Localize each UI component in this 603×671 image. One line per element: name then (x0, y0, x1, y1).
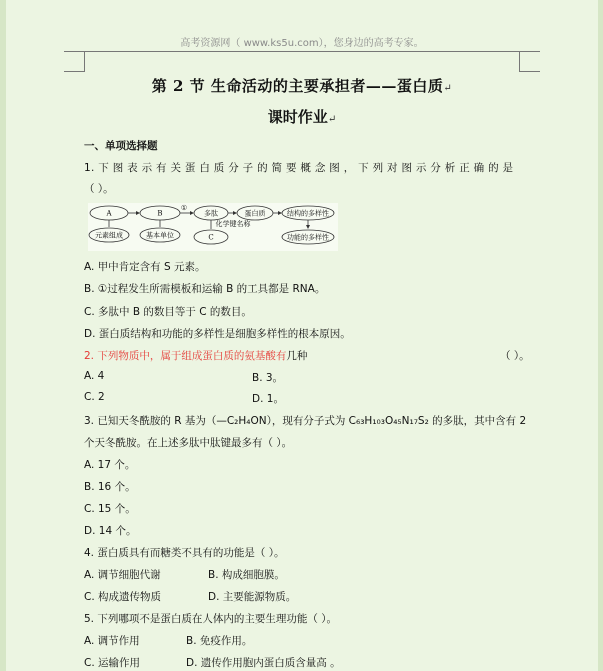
q1-stem-line2: （ ）。 (84, 183, 114, 195)
q4-stem: 4. 蛋白质具有而糖类不具有的功能是（ ）。 (84, 547, 285, 559)
q4-option-a: A. 调节细胞代谢 (84, 569, 161, 581)
node-a-label: A (106, 209, 112, 218)
q1-option-b: B. ①过程发生所需模板和运输 B 的工具都是 RNA。 (84, 283, 326, 295)
page-title (6, 75, 598, 96)
q5-option-a: A. 调节作用 (84, 635, 140, 647)
q1-stem-line1: 1. 下 图 表 示 有 关 蛋 白 质 分 子 的 简 要 概 念 图 ， 下 列 对 图 示 分 析 正 确 的 是 (84, 162, 514, 174)
q3-option-b: B. 16 个。 (84, 481, 136, 493)
paragraph-mark: ↵ (443, 83, 453, 94)
q2-stem-prefix: 2. 下列物质中， (84, 350, 161, 362)
node-structure-label: 结构的多样性 (287, 209, 329, 218)
q5-option-c: C. 运输作用 (84, 657, 141, 669)
q3-option-c: C. 15 个。 (84, 503, 136, 515)
q4-option-c: C. 构成遗传物质 (84, 591, 162, 603)
q5-stem: 5. 下列哪项不是蛋白质在人体内的主要生理功能（ ）。 (84, 613, 337, 625)
node-peptide-label: 多肽 (204, 209, 218, 218)
q2-option-d: D. 1。 (252, 393, 284, 405)
q1-option-d: D. 蛋白质结构和功能的多样性是细胞多样性的根本原因。 (84, 328, 351, 340)
page-header: 高考资源网（ www.ks5u.com），您身边的高考专家。 (180, 38, 424, 49)
page-subtitle (6, 106, 598, 127)
q2-stem (84, 348, 307, 363)
page-subtitle-text: 课时作业 (267, 108, 328, 126)
q2-option-b: B. 3。 (252, 372, 284, 384)
bond-name-label: 化学键名称 (215, 220, 251, 228)
node-protein-label: 蛋白质 (244, 209, 266, 218)
q4-option-d: D. 主要能源物质。 (208, 591, 297, 603)
protein-concept-diagram (88, 203, 338, 251)
header-rule (64, 51, 540, 52)
paragraph-mark: ↵ (327, 114, 337, 125)
q2-option-a: A. 4 (84, 370, 105, 382)
margin-corner-left (64, 51, 85, 72)
step-circle-1: ① (180, 204, 188, 212)
q2-stem-highlight: 属于组成蛋白质的氨基酸有 (160, 350, 287, 362)
section-heading: 一、单项选择题 (84, 140, 158, 152)
q3-option-d: D. 14 个。 (84, 525, 137, 537)
node-function-label: 功能的多样性 (287, 233, 329, 242)
q1-option-c: C. 多肽中 B 的数目等于 C 的数目。 (84, 306, 252, 318)
q4-option-b: B. 构成细胞膜。 (208, 569, 285, 581)
node-elements-label: 元素组成 (95, 231, 123, 240)
q3-option-a: A. 17 个。 (84, 459, 136, 471)
q1-option-a: A. 甲中肯定含有 S 元素。 (84, 261, 206, 273)
node-unit-label: 基本单位 (146, 231, 174, 240)
q5-option-b: B. 免疫作用。 (186, 635, 253, 647)
document-page (6, 0, 598, 671)
q3-stem-line2: 个天冬酰胺。在上述多肽中肽键最多有（ ）。 (84, 437, 293, 449)
node-c-label: C (208, 233, 214, 242)
q2-option-c: C. 2 (84, 391, 105, 403)
q5-option-d: D. 遗传作用胞内蛋白质含量高 。 (186, 657, 341, 669)
margin-corner-right (519, 51, 540, 72)
q3-stem-line1: 3. 已知天冬酰胺的 R 基为（—C₂H₄ON），现有分子式为 C₆₃H₁₀₃O₄₅N₁₇S₂ 的多肽，其中含有 2 (84, 415, 527, 427)
node-b-label: B (157, 209, 163, 218)
page-title-text: 第 2 节 生命活动的主要承担者——蛋白质 (151, 77, 444, 95)
q2-paren: （ ）。 (500, 350, 530, 362)
q2-stem-suffix: 几种 (286, 350, 308, 362)
